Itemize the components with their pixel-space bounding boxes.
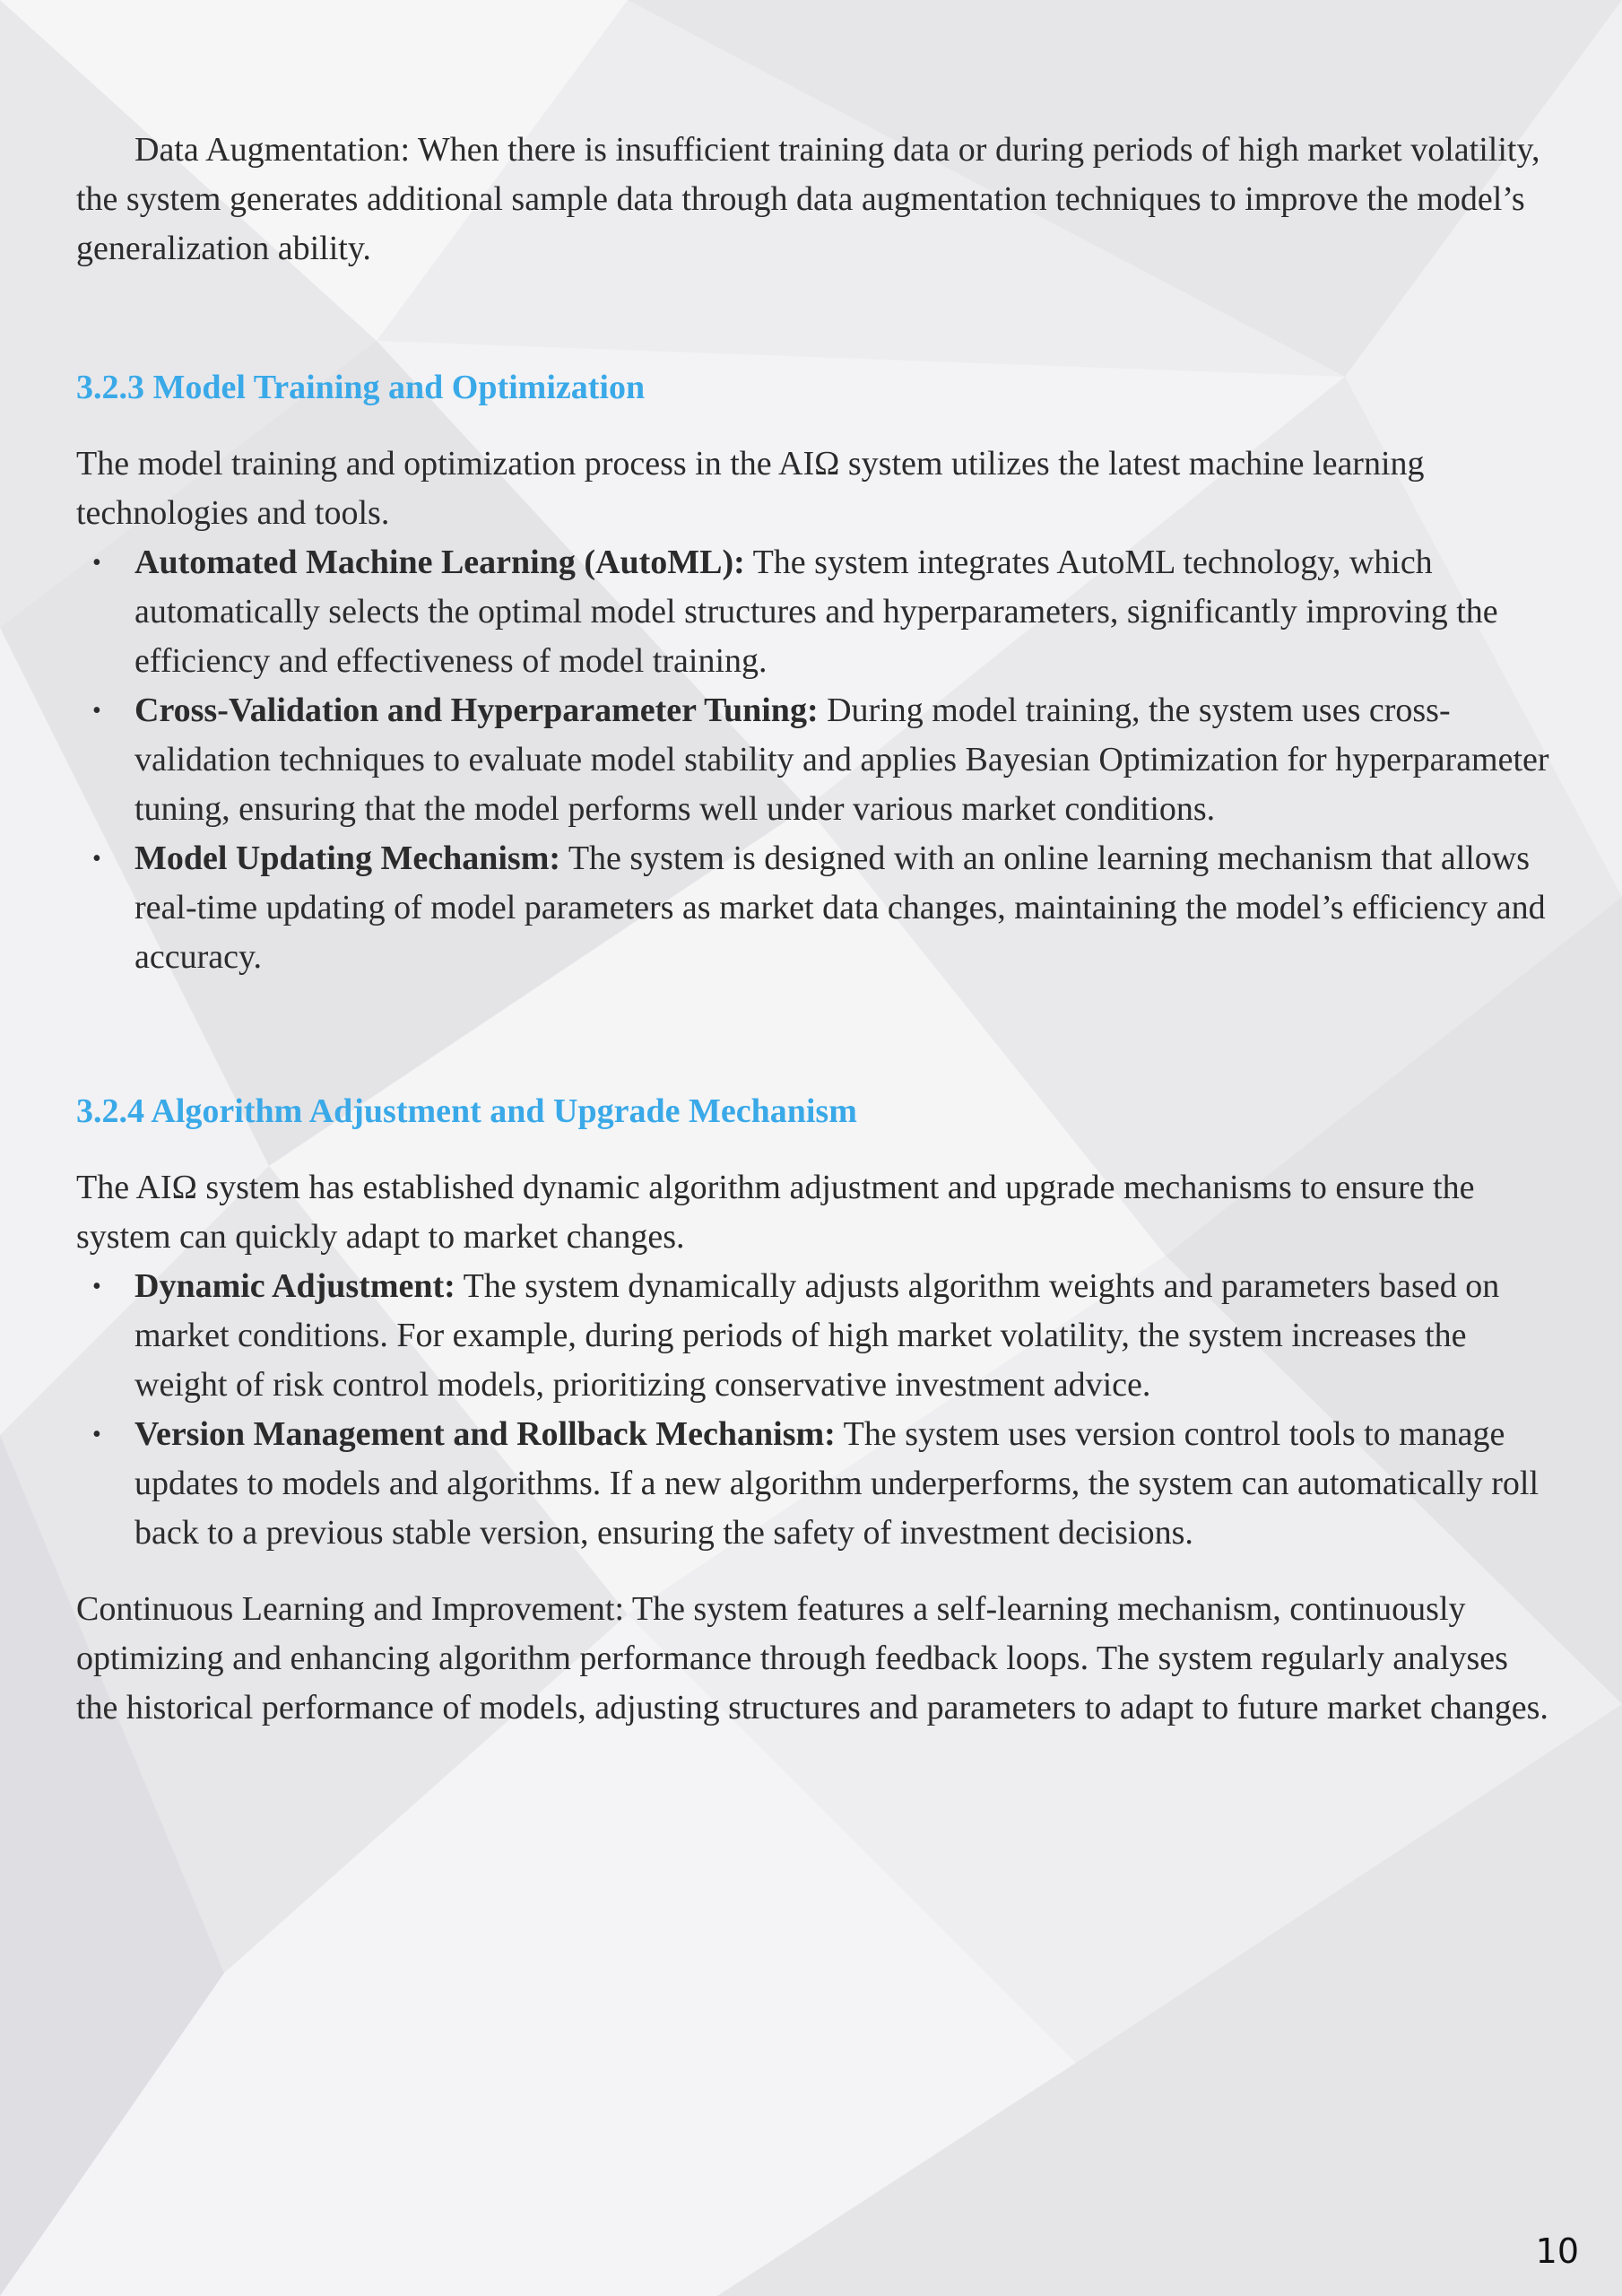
bullet-text: The system uses version control tools to manage updates to models and algorithms. If a new algorithm underperforms, the system can automatically roll back to a previous stable version, ensuring the safety of investment decisions. (134, 1415, 1540, 1552)
list-item (76, 834, 1556, 982)
document-body (76, 126, 1556, 1733)
section-3-2-3-intro: The model training and optimization process in the AIΩ system utilizes the latest machine learning technologies and tools. (76, 445, 1425, 532)
bullet-text: The system is designed with an online learning mechanism that allows real-time updating of model parameters as market data changes, maintaining the model’s efficiency and accuracy. (134, 839, 1546, 976)
bullet-icon: • (92, 1421, 101, 1448)
bullet-text: The system dynamically adjusts algorithm weights and parameters based on market conditions. For example, during periods of high market volatility, the system increases the weight of risk control models, prioritizing conservative investment advice. (134, 1267, 1500, 1404)
bullet-icon: • (92, 697, 101, 725)
section-3-2-3-bullet-list (76, 538, 1556, 982)
bullet-term: Dynamic Adjustment: (134, 1267, 455, 1305)
page-number: 10 (1535, 2231, 1579, 2271)
bullet-text: The system integrates AutoML technology, which automatically selects the optimal model structures and hyperparameters, significantly improving the efficiency and effectiveness of model training. (134, 544, 1498, 680)
bullet-icon: • (92, 549, 101, 577)
bullet-term: Version Management and Rollback Mechanism: (134, 1415, 836, 1453)
list-item (76, 686, 1556, 834)
bullet-text: During model training, the system uses cross-validation techniques to evaluate model stability and applies Bayesian Optimization for hyperparameter tuning, ensuring that the model performs well under various market conditions. (134, 691, 1549, 828)
bullet-term: Automated Machine Learning (AutoML): (134, 544, 745, 581)
bullet-icon: • (92, 1273, 101, 1300)
bullet-icon: • (92, 845, 101, 873)
section-3-2-4-bullet-list (76, 1262, 1556, 1558)
section-heading-3-2-4: 3.2.4 Algorithm Adjustment and Upgrade Mechanism (76, 1092, 857, 1130)
bullet-term: Model Updating Mechanism: (134, 839, 560, 877)
section-heading-3-2-3: 3.2.3 Model Training and Optimization (76, 369, 646, 406)
list-item (76, 1410, 1556, 1558)
list-item (76, 538, 1556, 686)
closing-paragraph: Continuous Learning and Improvement: The system features a self-learning mechanism, continuously optimizing and enhancing algorithm performance through feedback loops. The system regularly analyses the historical performance of models, adjusting structures and parameters to adapt to future market changes. (76, 1590, 1548, 1726)
bullet-term: Cross-Validation and Hyperparameter Tuning: (134, 691, 819, 729)
section-3-2-4-intro: The AIΩ system has established dynamic algorithm adjustment and upgrade mechanisms to ensure the system can quickly adapt to market changes. (76, 1169, 1475, 1256)
list-item (76, 1262, 1556, 1410)
augmentation-paragraph: Data Augmentation: When there is insufficient training data or during periods of high market volatility, the system generates additional sample data through data augmentation techniques to improve the model’s generalization ability. (76, 131, 1540, 267)
